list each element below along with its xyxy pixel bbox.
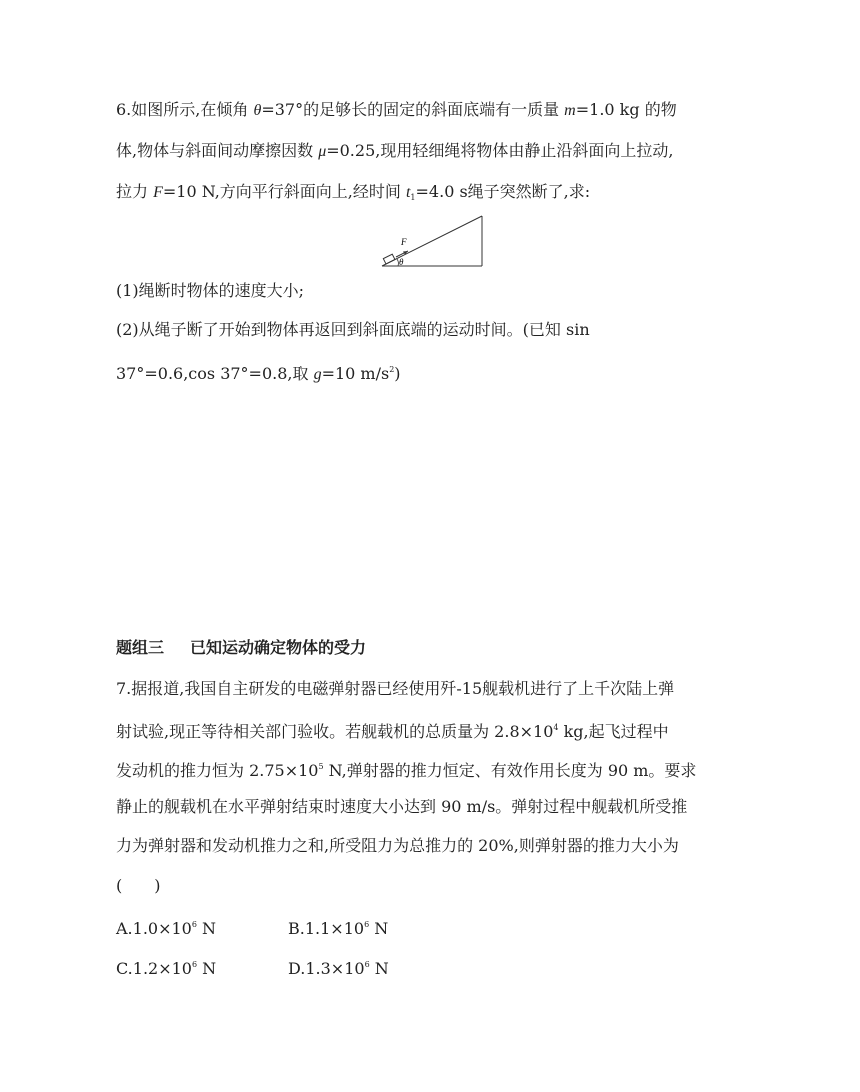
q6-text: =37°的足够长的固定的斜面底端有一质量 [261, 100, 565, 119]
section-label: 题组三 [116, 638, 165, 657]
q6-text: 37°=0.6,cos 37°=0.8,取 [116, 364, 314, 383]
force-symbol: F [153, 184, 163, 201]
q7-line-2 [116, 718, 669, 742]
q6-text: 体,物体与斜面间动摩擦因数 [116, 141, 319, 160]
q6-text: =1.0 kg 的物 [575, 100, 677, 119]
q6-text: =10 N,方向平行斜面向上,经时间 [162, 182, 406, 201]
mu-symbol: μ [318, 143, 327, 160]
option-c: $C.1.2\times 10^6$ N [116, 959, 217, 978]
option-d: $D.1.3\times 10^6$ N [288, 959, 389, 978]
q6-part-2: (2)从绳子断了开始到物体再返回到斜面底端的运动时间。(已知 sin [116, 320, 590, 339]
q7-text: 射试验,现正等待相关部门验收。若舰载机的总质量为 2.8×10 [116, 722, 554, 741]
q7-text: kg,起飞过程中 [558, 722, 669, 741]
time-subscript: 1 [410, 193, 416, 202]
gravity-symbol: g [313, 366, 322, 383]
incline-figure [372, 212, 488, 276]
q6-text: 拉力 [116, 182, 154, 201]
superscript: 2 [389, 365, 395, 374]
superscript: 5 [318, 762, 324, 771]
q7-line-5: 力为弹射器和发动机推力之和,所受阻力为总推力的 20%,则弹射器的推力大小为 [116, 836, 679, 855]
mass-symbol: m [564, 102, 576, 119]
q6-part-2-cont [116, 360, 401, 385]
q7-line-1: 7.据报道,我国自主研发的电磁弹射器已经使用歼-15舰载机进行了上千次陆上弹 [116, 679, 675, 698]
option-b: $B.1.1\times 10^6$ N [288, 919, 389, 938]
q7-text: 发动机的推力恒为 2.75×10 [116, 761, 319, 780]
q6-part-1: (1)绳断时物体的速度大小; [116, 281, 305, 300]
incline-slope [382, 216, 482, 266]
superscript: 4 [553, 723, 559, 732]
q6-line-2 [116, 141, 673, 162]
force-label: F [401, 237, 407, 247]
q7-blank: ( ) [116, 876, 161, 895]
q6-line-3 [116, 182, 590, 208]
angle-label: θ [399, 257, 404, 267]
q6-text: ) [394, 364, 401, 383]
theta-symbol: θ [253, 102, 262, 119]
q6-text: =0.25,现用轻细绳将物体由静止沿斜面向上拉动, [326, 141, 674, 160]
time-symbol: t [405, 184, 411, 201]
q7-line-3 [116, 757, 696, 781]
q6-text: 6.如图所示,在倾角 [116, 100, 254, 119]
q6-line-1 [116, 100, 677, 121]
q6-text: =10 m/s [321, 364, 390, 383]
q7-text: N,弹射器的推力恒定、有效作用长度为 90 m。要求 [323, 761, 697, 780]
q6-text: =4.0 s绳子突然断了,求: [415, 182, 591, 201]
section-heading [116, 638, 366, 658]
option-a: $A.1.0\times 10^6$ N [116, 919, 217, 938]
block [383, 254, 395, 264]
q7-line-4: 静止的舰载机在水平弹射结束时速度大小达到 90 m/s。弹射过程中舰载机所受推 [116, 797, 688, 816]
section-title: 已知运动确定物体的受力 [190, 638, 367, 657]
incline-diagram [372, 212, 488, 272]
